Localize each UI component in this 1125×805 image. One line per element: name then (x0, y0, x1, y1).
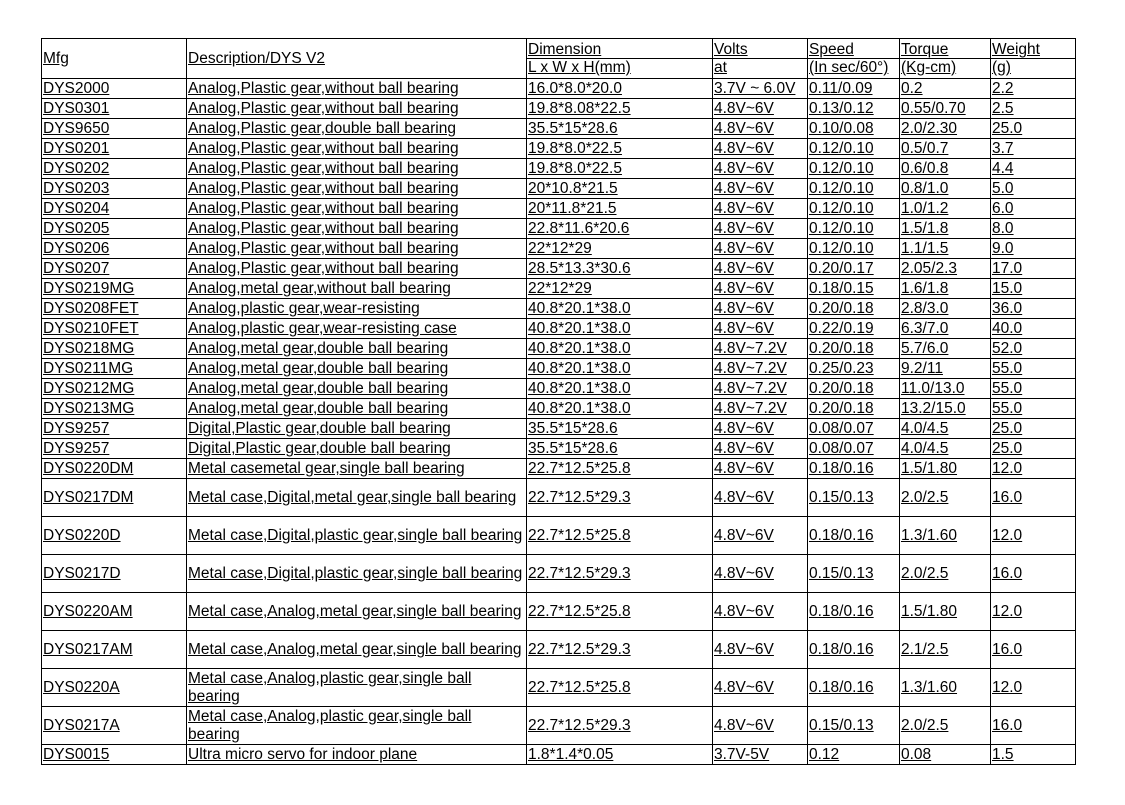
cell-description: Metal case,Analog,metal gear,single ball bearing (187, 631, 527, 669)
cell-description: Ultra micro servo for indoor plane (187, 745, 527, 765)
cell-dimension: 40.8*20.1*38.0 (527, 379, 713, 399)
cell-mfg: DYS0202 (42, 159, 187, 179)
cell-weight: 52.0 (991, 339, 1076, 359)
table-row (42, 319, 1076, 339)
table-row (42, 159, 1076, 179)
cell-mfg: DYS0220DM (42, 459, 187, 479)
cell-torque: 4.0/4.5 (900, 439, 991, 459)
cell-weight: 16.0 (991, 631, 1076, 669)
cell-torque: 0.55/0.70 (900, 99, 991, 119)
cell-volts: 4.8V~6V (713, 479, 808, 517)
cell-torque: 4.0/4.5 (900, 419, 991, 439)
cell-mfg: DYS0301 (42, 99, 187, 119)
cell-speed: 0.12/0.10 (808, 219, 900, 239)
cell-speed: 0.20/0.18 (808, 379, 900, 399)
cell-description: Metal case,Analog,plastic gear,single ball bearing (187, 707, 527, 745)
header-volts: Volts (713, 39, 808, 59)
cell-mfg: DYS0220A (42, 669, 187, 707)
cell-description: Analog,Plastic gear,without ball bearing (187, 179, 527, 199)
cell-description: Metal case,Digital,plastic gear,single ball bearing (187, 555, 527, 593)
cell-torque: 9.2/11 (900, 359, 991, 379)
header-row-top (42, 39, 1076, 59)
header-torque-unit: (Kg-cm) (900, 59, 991, 79)
cell-speed: 0.20/0.18 (808, 399, 900, 419)
cell-volts: 4.8V~6V (713, 555, 808, 593)
table-row (42, 517, 1076, 555)
cell-description: Analog,metal gear,double ball bearing (187, 339, 527, 359)
cell-dimension: 22.7*12.5*25.8 (527, 669, 713, 707)
cell-volts: 4.8V~7.2V (713, 399, 808, 419)
cell-weight: 55.0 (991, 379, 1076, 399)
cell-description: Analog,plastic gear,wear-resisting case (187, 319, 527, 339)
cell-mfg: DYS0201 (42, 139, 187, 159)
cell-torque: 2.0/2.5 (900, 707, 991, 745)
cell-dimension: 40.8*20.1*38.0 (527, 339, 713, 359)
table-row (42, 745, 1076, 765)
cell-dimension: 40.8*20.1*38.0 (527, 319, 713, 339)
cell-speed: 0.13/0.12 (808, 99, 900, 119)
cell-dimension: 40.8*20.1*38.0 (527, 299, 713, 319)
cell-description: Analog,metal gear,without ball bearing (187, 279, 527, 299)
cell-weight: 16.0 (991, 555, 1076, 593)
table-row (42, 379, 1076, 399)
table-row (42, 359, 1076, 379)
cell-mfg: DYS0217AM (42, 631, 187, 669)
cell-torque: 0.8/1.0 (900, 179, 991, 199)
cell-description: Analog,Plastic gear,without ball bearing (187, 259, 527, 279)
cell-torque: 1.5/1.80 (900, 593, 991, 631)
header-torque: Torque (900, 39, 991, 59)
cell-mfg: DYS0220D (42, 517, 187, 555)
cell-mfg: DYS0204 (42, 199, 187, 219)
cell-torque: 1.6/1.8 (900, 279, 991, 299)
cell-weight: 36.0 (991, 299, 1076, 319)
cell-mfg: DYS9257 (42, 439, 187, 459)
cell-mfg: DYS0212MG (42, 379, 187, 399)
cell-weight: 5.0 (991, 179, 1076, 199)
cell-speed: 0.22/0.19 (808, 319, 900, 339)
cell-torque: 1.5/1.80 (900, 459, 991, 479)
cell-weight: 55.0 (991, 399, 1076, 419)
table-row (42, 707, 1076, 745)
cell-description: Digital,Plastic gear,double ball bearing (187, 439, 527, 459)
cell-description: Metal casemetal gear,single ball bearing (187, 459, 527, 479)
cell-volts: 4.8V~7.2V (713, 379, 808, 399)
cell-volts: 4.8V~6V (713, 279, 808, 299)
table-row (42, 479, 1076, 517)
table-row (42, 555, 1076, 593)
table-row (42, 199, 1076, 219)
cell-speed: 0.08/0.07 (808, 419, 900, 439)
cell-torque: 2.8/3.0 (900, 299, 991, 319)
header-dimension: Dimension (527, 39, 713, 59)
cell-description: Analog,Plastic gear,double ball bearing (187, 119, 527, 139)
cell-description: Analog,metal gear,double ball bearing (187, 359, 527, 379)
cell-volts: 4.8V~6V (713, 459, 808, 479)
cell-weight: 4.4 (991, 159, 1076, 179)
cell-dimension: 28.5*13.3*30.6 (527, 259, 713, 279)
cell-torque: 1.5/1.8 (900, 219, 991, 239)
cell-weight: 15.0 (991, 279, 1076, 299)
cell-speed: 0.12/0.10 (808, 159, 900, 179)
cell-weight: 25.0 (991, 419, 1076, 439)
cell-weight: 16.0 (991, 479, 1076, 517)
cell-volts: 3.7V-5V (713, 745, 808, 765)
cell-weight: 17.0 (991, 259, 1076, 279)
cell-weight: 12.0 (991, 517, 1076, 555)
cell-dimension: 22.7*12.5*25.8 (527, 459, 713, 479)
table-row (42, 631, 1076, 669)
cell-description: Analog,Plastic gear,without ball bearing (187, 159, 527, 179)
cell-mfg: DYS0206 (42, 239, 187, 259)
cell-mfg: DYS0220AM (42, 593, 187, 631)
cell-volts: 4.8V~6V (713, 299, 808, 319)
table-body (42, 39, 1076, 765)
cell-weight: 6.0 (991, 199, 1076, 219)
header-volts-unit: at (713, 59, 808, 79)
cell-volts: 4.8V~6V (713, 439, 808, 459)
cell-dimension: 40.8*20.1*38.0 (527, 359, 713, 379)
cell-volts: 4.8V~6V (713, 593, 808, 631)
cell-mfg: DYS0218MG (42, 339, 187, 359)
cell-speed: 0.11/0.09 (808, 79, 900, 99)
cell-mfg: DYS0210FET (42, 319, 187, 339)
cell-speed: 0.15/0.13 (808, 479, 900, 517)
cell-weight: 1.5 (991, 745, 1076, 765)
cell-volts: 4.8V~6V (713, 419, 808, 439)
cell-mfg: DYS0219MG (42, 279, 187, 299)
cell-torque: 1.3/1.60 (900, 517, 991, 555)
cell-speed: 0.12/0.10 (808, 179, 900, 199)
cell-description: Analog,plastic gear,wear-resisting (187, 299, 527, 319)
cell-torque: 5.7/6.0 (900, 339, 991, 359)
cell-dimension: 35.5*15*28.6 (527, 419, 713, 439)
cell-volts: 3.7V ~ 6.0V (713, 79, 808, 99)
cell-mfg: DYS0211MG (42, 359, 187, 379)
cell-mfg: DYS0015 (42, 745, 187, 765)
table-row (42, 219, 1076, 239)
cell-speed: 0.18/0.16 (808, 669, 900, 707)
cell-speed: 0.12/0.10 (808, 139, 900, 159)
cell-dimension: 19.8*8.0*22.5 (527, 159, 713, 179)
cell-weight: 2.5 (991, 99, 1076, 119)
cell-speed: 0.18/0.16 (808, 459, 900, 479)
cell-torque: 2.0/2.5 (900, 555, 991, 593)
table-row (42, 119, 1076, 139)
cell-mfg: DYS0217A (42, 707, 187, 745)
cell-volts: 4.8V~6V (713, 259, 808, 279)
cell-dimension: 22.7*12.5*29.3 (527, 631, 713, 669)
cell-torque: 2.0/2.5 (900, 479, 991, 517)
cell-mfg: DYS0205 (42, 219, 187, 239)
cell-speed: 0.18/0.15 (808, 279, 900, 299)
cell-volts: 4.8V~6V (713, 219, 808, 239)
cell-torque: 0.08 (900, 745, 991, 765)
cell-dimension: 22*12*29 (527, 239, 713, 259)
table-row (42, 139, 1076, 159)
header-mfg: Mfg (42, 39, 187, 79)
table-row (42, 259, 1076, 279)
header-dimension-unit: L x W x H(mm) (527, 59, 713, 79)
cell-dimension: 35.5*15*28.6 (527, 119, 713, 139)
cell-mfg: DYS9257 (42, 419, 187, 439)
table-row (42, 439, 1076, 459)
cell-dimension: 22.7*12.5*25.8 (527, 517, 713, 555)
table-row (42, 339, 1076, 359)
cell-volts: 4.8V~6V (713, 669, 808, 707)
cell-weight: 55.0 (991, 359, 1076, 379)
cell-description: Analog,Plastic gear,without ball bearing (187, 199, 527, 219)
table-row (42, 179, 1076, 199)
cell-mfg: DYS9650 (42, 119, 187, 139)
cell-speed: 0.10/0.08 (808, 119, 900, 139)
cell-dimension: 22.7*12.5*25.8 (527, 593, 713, 631)
cell-description: Analog,Plastic gear,without ball bearing (187, 139, 527, 159)
cell-dimension: 19.8*8.0*22.5 (527, 139, 713, 159)
cell-weight: 12.0 (991, 669, 1076, 707)
cell-weight: 12.0 (991, 459, 1076, 479)
cell-speed: 0.15/0.13 (808, 707, 900, 745)
cell-volts: 4.8V~6V (713, 99, 808, 119)
cell-speed: 0.18/0.16 (808, 517, 900, 555)
cell-dimension: 16.0*8.0*20.0 (527, 79, 713, 99)
header-description: Description/DYS V2 (187, 39, 527, 79)
header-speed: Speed (808, 39, 900, 59)
table-row (42, 459, 1076, 479)
cell-volts: 4.8V~6V (713, 319, 808, 339)
cell-mfg: DYS0217DM (42, 479, 187, 517)
table-row (42, 593, 1076, 631)
cell-speed: 0.20/0.17 (808, 259, 900, 279)
cell-weight: 2.2 (991, 79, 1076, 99)
cell-torque: 1.3/1.60 (900, 669, 991, 707)
cell-torque: 11.0/13.0 (900, 379, 991, 399)
cell-speed: 0.15/0.13 (808, 555, 900, 593)
table-row (42, 399, 1076, 419)
cell-weight: 25.0 (991, 119, 1076, 139)
cell-description: Analog,metal gear,double ball bearing (187, 379, 527, 399)
cell-volts: 4.8V~6V (713, 631, 808, 669)
cell-volts: 4.8V~6V (713, 159, 808, 179)
cell-speed: 0.12/0.10 (808, 239, 900, 259)
cell-dimension: 40.8*20.1*38.0 (527, 399, 713, 419)
cell-description: Analog,Plastic gear,without ball bearing (187, 99, 527, 119)
cell-speed: 0.25/0.23 (808, 359, 900, 379)
cell-dimension: 22.7*12.5*29.3 (527, 555, 713, 593)
cell-torque: 1.0/1.2 (900, 199, 991, 219)
cell-dimension: 1.8*1.4*0.05 (527, 745, 713, 765)
table-row (42, 239, 1076, 259)
cell-volts: 4.8V~6V (713, 707, 808, 745)
cell-dimension: 20*10.8*21.5 (527, 179, 713, 199)
cell-speed: 0.20/0.18 (808, 299, 900, 319)
cell-volts: 4.8V~7.2V (713, 339, 808, 359)
cell-dimension: 20*11.8*21.5 (527, 199, 713, 219)
cell-volts: 4.8V~6V (713, 179, 808, 199)
table-row (42, 419, 1076, 439)
table-row (42, 99, 1076, 119)
cell-dimension: 22.8*11.6*20.6 (527, 219, 713, 239)
table-row (42, 79, 1076, 99)
cell-weight: 25.0 (991, 439, 1076, 459)
cell-weight: 40.0 (991, 319, 1076, 339)
cell-description: Digital,Plastic gear,double ball bearing (187, 419, 527, 439)
cell-mfg: DYS0213MG (42, 399, 187, 419)
cell-volts: 4.8V~6V (713, 239, 808, 259)
cell-description: Analog,Plastic gear,without ball bearing (187, 239, 527, 259)
cell-description: Metal case,Digital,plastic gear,single ball bearing (187, 517, 527, 555)
cell-mfg: DYS2000 (42, 79, 187, 99)
cell-dimension: 35.5*15*28.6 (527, 439, 713, 459)
cell-mfg: DYS0217D (42, 555, 187, 593)
cell-description: Metal case,Digital,metal gear,single ball bearing (187, 479, 527, 517)
table-row (42, 669, 1076, 707)
cell-speed: 0.12/0.10 (808, 199, 900, 219)
cell-speed: 0.12 (808, 745, 900, 765)
cell-speed: 0.20/0.18 (808, 339, 900, 359)
cell-dimension: 22.7*12.5*29.3 (527, 707, 713, 745)
cell-dimension: 22*12*29 (527, 279, 713, 299)
cell-dimension: 22.7*12.5*29.3 (527, 479, 713, 517)
cell-description: Analog,Plastic gear,without ball bearing (187, 79, 527, 99)
cell-speed: 0.18/0.16 (808, 593, 900, 631)
cell-volts: 4.8V~7.2V (713, 359, 808, 379)
cell-mfg: DYS0203 (42, 179, 187, 199)
cell-torque: 1.1/1.5 (900, 239, 991, 259)
cell-volts: 4.8V~6V (713, 119, 808, 139)
cell-torque: 0.2 (900, 79, 991, 99)
cell-torque: 0.6/0.8 (900, 159, 991, 179)
cell-weight: 9.0 (991, 239, 1076, 259)
cell-description: Analog,metal gear,double ball bearing (187, 399, 527, 419)
cell-mfg: DYS0207 (42, 259, 187, 279)
cell-torque: 0.5/0.7 (900, 139, 991, 159)
cell-description: Analog,Plastic gear,without ball bearing (187, 219, 527, 239)
cell-description: Metal case,Analog,metal gear,single ball bearing (187, 593, 527, 631)
table-row (42, 279, 1076, 299)
cell-speed: 0.08/0.07 (808, 439, 900, 459)
cell-mfg: DYS0208FET (42, 299, 187, 319)
header-speed-unit: (In sec/60°) (808, 59, 900, 79)
cell-weight: 3.7 (991, 139, 1076, 159)
cell-volts: 4.8V~6V (713, 139, 808, 159)
cell-weight: 8.0 (991, 219, 1076, 239)
cell-torque: 13.2/15.0 (900, 399, 991, 419)
cell-weight: 16.0 (991, 707, 1076, 745)
cell-dimension: 19.8*8.08*22.5 (527, 99, 713, 119)
cell-torque: 2.05/2.3 (900, 259, 991, 279)
cell-speed: 0.18/0.16 (808, 631, 900, 669)
header-weight-unit: (g) (991, 59, 1076, 79)
servo-spec-table (41, 38, 1076, 765)
cell-torque: 2.0/2.30 (900, 119, 991, 139)
cell-volts: 4.8V~6V (713, 517, 808, 555)
table-row (42, 299, 1076, 319)
cell-volts: 4.8V~6V (713, 199, 808, 219)
cell-weight: 12.0 (991, 593, 1076, 631)
cell-torque: 2.1/2.5 (900, 631, 991, 669)
cell-description: Metal case,Analog,plastic gear,single ball bearing (187, 669, 527, 707)
cell-torque: 6.3/7.0 (900, 319, 991, 339)
header-weight: Weight (991, 39, 1076, 59)
